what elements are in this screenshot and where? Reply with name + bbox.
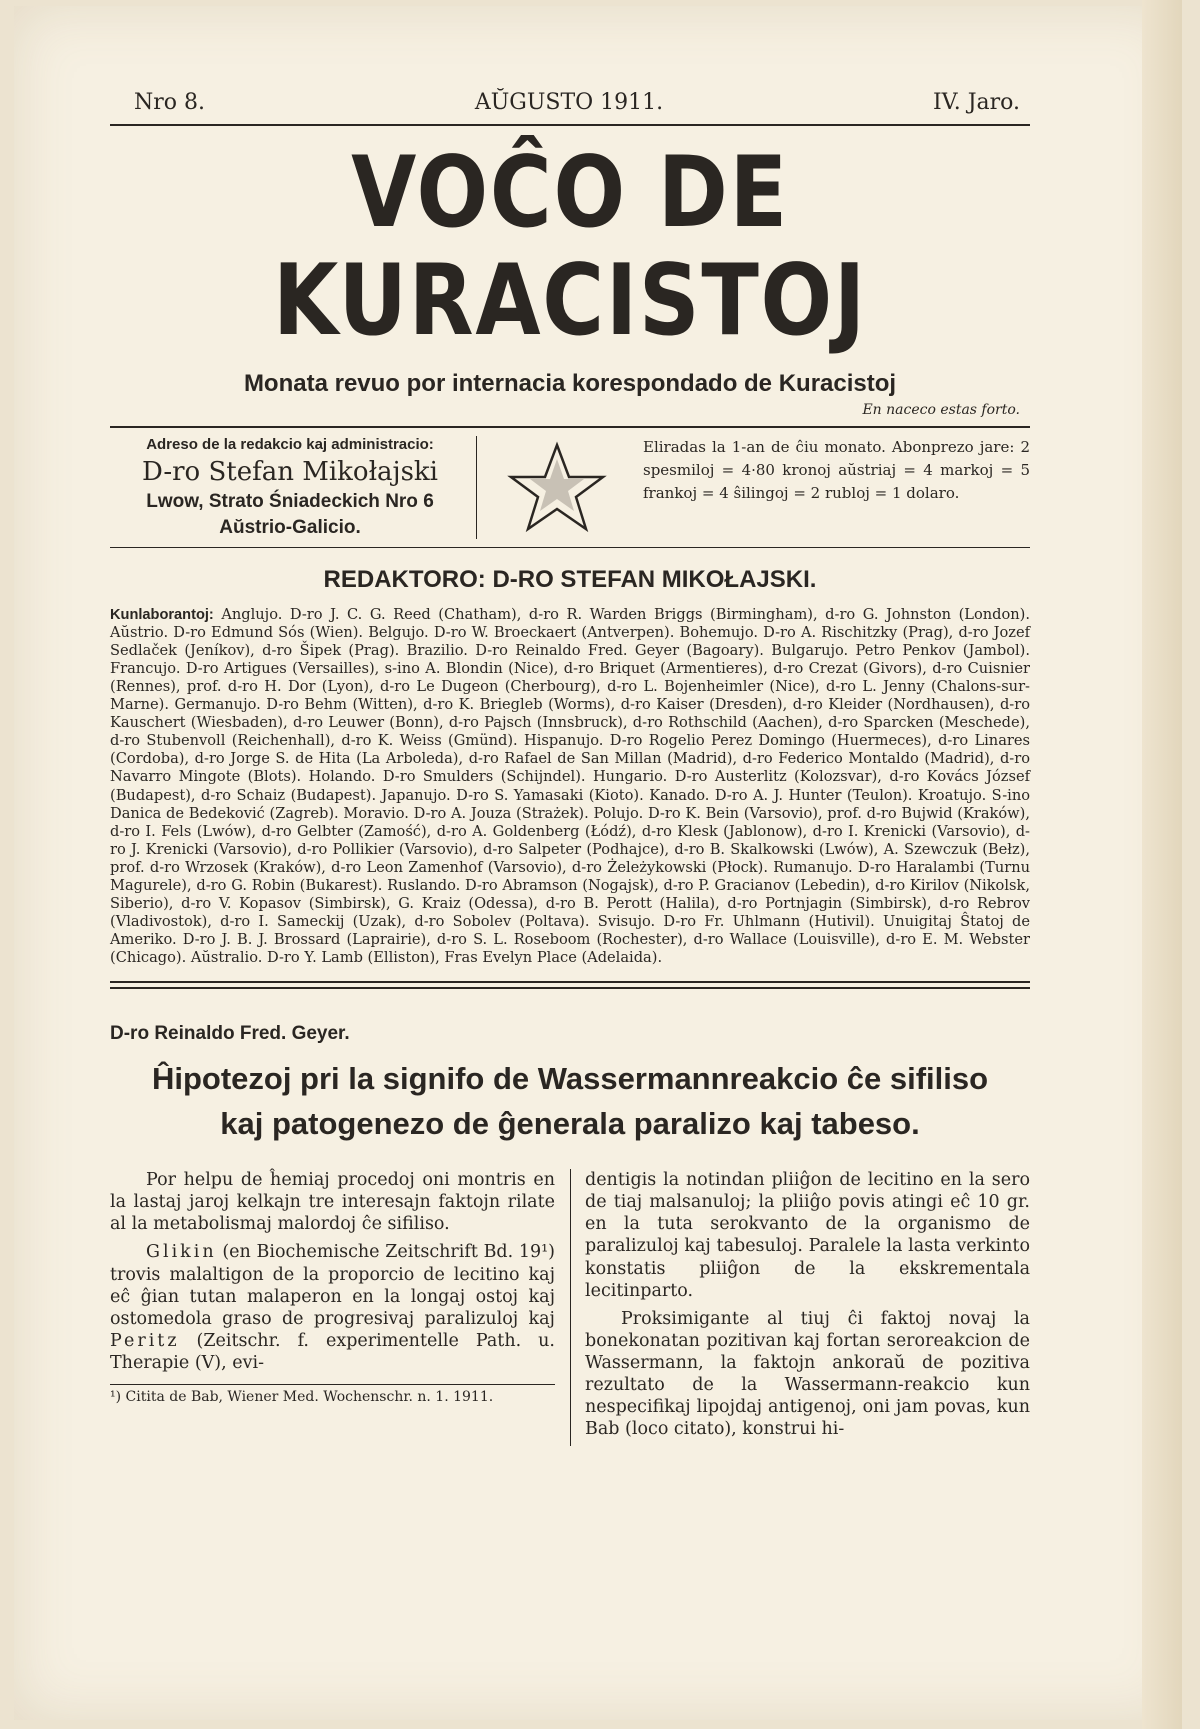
newspaper-page: [110, 90, 1030, 1446]
subscription-info: Eliradas la 1-an de ĉiu monato. Abonprezo jare: 2 spesmiloj = 4·80 kronoj aŭstriaj = 4 markoj = 5 frankoj = 4 ŝilingoj = 2 rubloj = 1 dolaro.: [643, 437, 1030, 503]
editor-line: REDAKTORO: D-RO STEFAN MIKOŁAJSKI.: [323, 565, 817, 593]
footnote: ¹) Citita de Bab, Wiener Med. Wochenschr. n. 1. 1911.: [110, 1384, 555, 1407]
esperanto-star-icon: [477, 436, 637, 539]
address-country: Aŭstrio-Galicio.: [219, 516, 361, 538]
author-name-glikin: Glikin: [146, 1242, 217, 1263]
author-name-peritz: Peritz: [110, 1330, 180, 1351]
issue-header: [110, 90, 1030, 124]
collaborators-text: Anglujo. D-ro J. C. G. Reed (Chatham), d-ro R. Warden Briggs (Birmingham), d-ro G. Johnston (London). Aŭstrio. D-ro Edmund Sós (Wien). Belgujo. D-ro W. Broeckaert (Antverpen). Bohemujo. D-ro A. Rischitzky (Prag), d-ro Jozef Sedlaček (Jeníkov), d-ro Šipek (Prag). Brazilio. D-ro Reinaldo Fred. Geyer (Bagoary). Bulgarujo. Petro Penkov (Jambol). Francujo. D-ro Artigues (Versailles), s-ino A. Blondin (Nice), d-ro Briquet (Armentieres), d-ro Crezat (Givors), d-ro Cuisnier (Rennes), prof. d-ro H. Dor (Lyon), d-ro Le Dugeon (Cherbourg), d-ro L. Bojenheimler (Nice), d-ro L. Jenny (Chalons-sur-Marne). Germanujo. D-ro Behm (Witten), d-ro K. Briegleb (Worms), d-ro Kaiser (Dresden), d-ro Kleider (Nordhausen), d-ro Kauschert (Wiesbaden), d-ro Leuwer (Bonn), d-ro Pajsch (Innsbruck), d-ro Rothschild (Aachen), d-ro Sparcken (Meschede), d-ro Stubenvoll (Reichenhall), d-ro K. Weiss (Gmünd). Hispanujo. D-ro Rogelio Perez Domingo (Huermeces), d-ro Linares (Cordoba), d-ro Jorge S. de Hita (La Arboleda), d-ro Rafael de San Millan (Madrid), d-ro Federico Montaldo (Madrid), d-ro Navarro Mingote (Blots). Holando. D-ro Smulders (Schijndel). Hungario. D-ro Austerlitz (Kolozsvar), d-ro Kovács József (Budapest), d-ro Schaiz (Budapest). Japanujo. D-ro S. Yamasaki (Kioto). Kanado. D-ro A. J. Hunter (Teulon). Kroatujo. S-ino Danica de Bedeković (Zagreb). Moravio. D-ro A. Jouza (Strażek). Polujo. D-ro K. Bein (Varsovio), prof. d-ro Bujwid (Kraków), d-ro I. Fels (Lwów), d-ro Gelbter (Zamość), d-ro A. Goldenberg (Łódź), d-ro Klesk (Jablonow), d-ro I. Krenicki (Varsovio), d-ro J. Krenicki (Varsovio), d-ro Pollikier (Varsovio), d-ro Salpeter (Podhajce), d-ro B. Skalkowski (Lwów), A. Szewczuk (Bełz), prof. d-ro Wrzosek (Kraków), d-ro Leon Zamenhof (Varsovio), d-ro Żeleżykowski (Płock). Rumanujo. D-ro Haralambi (Turnu Magurele), d-ro G. Robin (Bukarest). Ruslando. D-ro Abramson (Nogajsk), d-ro P. Gracianov (Lebedin), d-ro Kirilov (Nikolsk, Siberio), d-ro V. Kopasov (Simbirsk), G. Kraiz (Odessa), d-ro B. Perott (Halila), d-ro Portnjagin (Simbirsk), d-ro Rebrov (Vladivostok), d-ro I. Sameckij (Uzak), d-ro Sobolev (Poltava). Svisujo. D-ro Fr. Uhlmann (Hutivil). Unuigitaj Ŝtatoj de Ameriko. D-ro J. B. J. Brossard (Laprairie), d-ro S. L. Roseboom (Rochester), d-ro Wallace (Louisville), d-ro E. M. Webster (Chicago). Aŭstralio. D-ro Y. Lamb (Elliston), Fras Evelyn Place (Adelaida).: [110, 605, 1031, 967]
masthead-subtitle: Monata revuo por internacia korespondado de Kuracistoj: [243, 369, 897, 397]
paragraph-text: (Zeitschr. f. experimentelle Path. u. Therapie (V), evi-: [110, 1330, 555, 1373]
collaborators-label: Kunlaborantoj:: [110, 606, 214, 623]
address-label: Adreso de la redakcio kaj administracio:: [146, 435, 434, 453]
header-rule: [110, 124, 1030, 126]
motto: En naceco estas forto.: [862, 401, 1020, 418]
article-columns: [110, 1169, 1030, 1446]
column-divider: [570, 1169, 571, 1446]
issue-year: IV. Jaro.: [932, 90, 1020, 115]
article-author: D-ro Reinaldo Fred. Geyer.: [110, 1023, 350, 1045]
article-title-line-2: kaj patogenezo de ĝenerala paralizo kaj tabeso.: [220, 1106, 920, 1142]
paragraph: [110, 1241, 555, 1373]
paragraph: Por helpu de ĥemiaj procedoj oni montris en la lastaj jaroj kelkajn tre interesajn faktojn rilate al la metabolismaj malordoj ĉe sifiliso.: [110, 1170, 555, 1235]
section-double-rule: [110, 981, 1030, 989]
collaborators-list: [110, 606, 1030, 968]
page-fold-edge: [1142, 0, 1182, 1729]
info-rule: [110, 547, 1030, 548]
paragraph-text: (en Biochemische Zeitschrift Bd. 19¹) trovis malaltigon de la proporcio de lecitino kaj eĉ ĝian tutan malaperon en la longaj ostoj kaj ostomedola graso de progresivaj paralizuloj kaj: [110, 1242, 555, 1329]
article-title-line-1: Ĥipotezoj pri la signifo de Wassermannreakcio ĉe sifiliso: [151, 1061, 989, 1097]
info-block: [110, 428, 1030, 547]
masthead-title: VOĈO DE KURACISTOJ: [273, 136, 867, 358]
article-column-right: [585, 1169, 1030, 1446]
article-column-left: [110, 1169, 555, 1446]
address-name: D-ro Stefan Mikołajski: [142, 456, 438, 487]
address-street: Lwow, Strato Śniadeckich Nro 6: [146, 490, 434, 512]
paragraph: Proksimigante al tiuj ĉi faktoj novaj la bonekonatan pozitivan kaj fortan seroreakcion de Wassermann, la faktojn ankoraŭ de pozitiva rezultato de la Wassermann-reakcio kun nespecifikaj lipojdaj antigenoj, oni jam povas, kun Bab (loco citato), konstrui hi-: [585, 1308, 1030, 1439]
address-block: [110, 436, 477, 539]
paragraph: dentigis la notindan pliiĝon de lecitino en la sero de tiaj malsanuloj; la pliiĝo povis atingi eĉ 10 gr. en la tuta serokvanto de la organismo de paralizuloj kaj tabesuloj. Paralele la lasta verkinto konstatis pliiĝon de la ekskrementala lecitinparto.: [585, 1170, 1030, 1301]
issue-number: Nro 8.: [134, 90, 205, 115]
issue-date: AŬGUSTO 1911.: [474, 90, 664, 115]
article-title: [110, 1057, 1030, 1147]
